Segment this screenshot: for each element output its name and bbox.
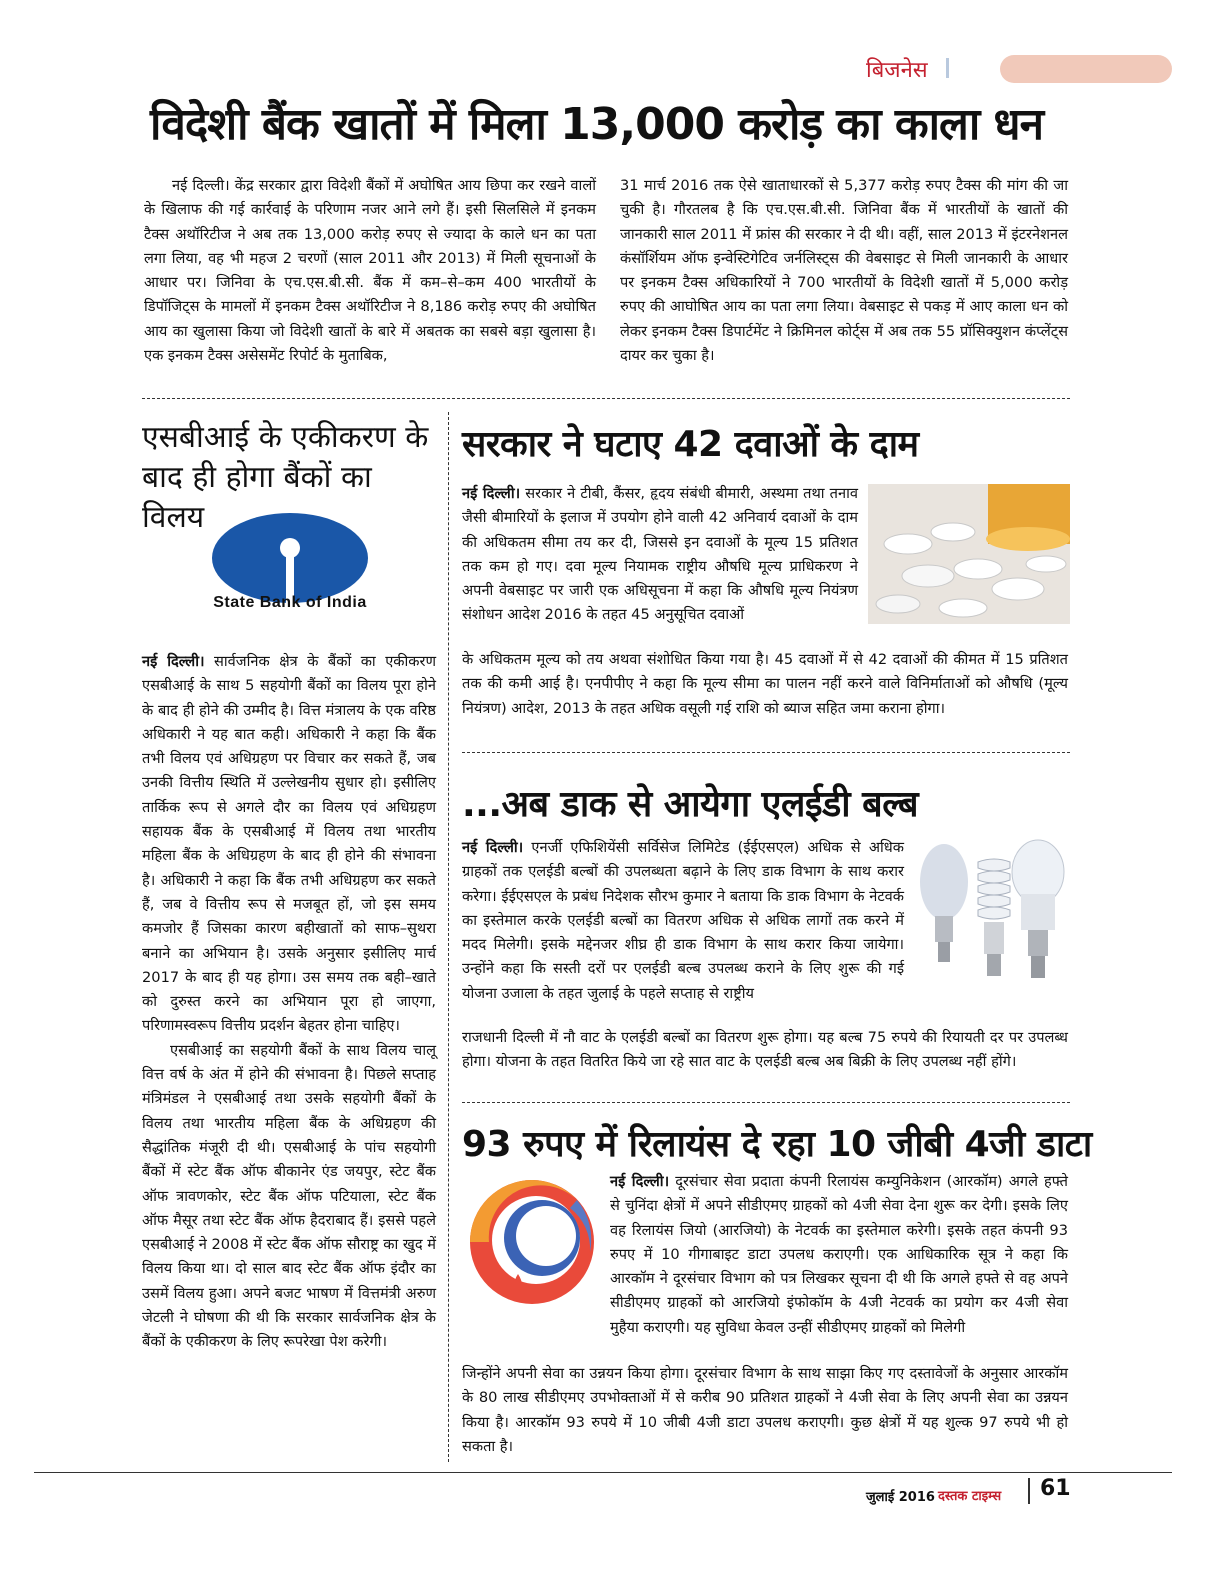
lead-divider	[142, 398, 1070, 399]
drugs-headline: सरकार ने घटाए 42 दवाओं के दाम	[462, 424, 919, 465]
page-number: 61	[1040, 1476, 1071, 1501]
footer-date: जुलाई 2016	[866, 1490, 935, 1505]
column-divider	[448, 412, 449, 1462]
section-label: बिजनेस	[866, 58, 928, 83]
drugs-text-bottom: के अधिकतम मूल्य को तय अथवा संशोधित किया गया है। 45 दवाओं में से 42 दवाओं की कीमत में 15 प्रतिशत तक की कमी आई है। एनपीपीए ने कहा कि मूल्य सीमा का पालन नहीं करने वाले विनिर्माताओं को औषधि (मूल्य नियंत्रण) आदेश, 2013 के तहत अधिक वसूली गई राशि को ब्याज सहित जमा कराना होगा।	[462, 651, 1068, 717]
led-headline: ...अब डाक से आयेगा एलईडी बल्ब	[462, 784, 919, 825]
reliance-text-bottom: जिन्होंने अपनी सेवा का उन्नयन किया होगा। दूरसंचार विभाग के साथ साझा किए गए दस्तावेजों के अनुसार आरकॉम के 80 लाख सीडीएमए उपभोक्ताओं में से करीब 90 प्रतिशत ग्राहकों ने 4जी सेवा के लिए अपनी सेवा का उन्नयन किया है। आरकॉम 93 रुपये में 10 जीबी 4जी डाटा उपलध कराएगी। कुछ क्षेत्रों में यह शुल्क 97 रुपये भी हो सकता है।	[462, 1365, 1068, 1455]
led-text-top: एनर्जी एफिशियेंसी सर्विसेज लिमिटेड (ईईएसएल) अधिक से अधिक ग्राहकों तक एलईडी बल्बों की उपलब्धता बढ़ाने के लिए डाक विभाग के साथ करार करेगा। ईईएसएल के प्रबंध निदेशक सौरभ कुमार ने बताया कि डाक विभाग के नेटवर्क का इस्तेमाल करके एलईडी बल्बों का वितरण अधिक से अधिक लागों तक करने में मदद मिलेगी। इसके मद्देनजर शीघ्र ही डाक विभाग के साथ करार किया जायेगा। उन्होंने कहा कि सस्ती दरों पर एलईडी बल्ब उपलब्ध कराने के लिए शुरू की गई योजना उजाला के तहत जुलाई के पहले सप्ताह से राष्ट्रीय	[462, 839, 904, 1002]
drugs-dateline: नई दिल्ली।	[462, 485, 521, 502]
drugs-body-bottom	[462, 648, 1068, 721]
section-pill-decoration	[1000, 55, 1172, 83]
footer-rule	[34, 1472, 1172, 1473]
drugs-body-top	[462, 482, 858, 628]
reliance-text-top: दूरसंचार सेवा प्रदाता कंपनी रिलायंस कम्युनिकेशन (आरकॉम) अगले हफ्ते से चुनिंदा क्षेत्रों में अपने सीडीएमए ग्राहकों को 4जी सेवा देना शुरू कर देगी। इसके लिए वह रिलायंस जियो (आरजियो) के नेटवर्क का इस्तेमाल करेगी। इसके तहत कंपनी 93 रुपए में 10 गीगाबाइट डाटा उपलध कराएगी। एक आधिकारिक सूत्र ने कहा कि आरकॉम ने दूरसंचार विभाग को पत्र लिखकर सूचना दी थी कि अगले हफ्ते से वह अपने सीडीएमए ग्राहकों को आरजियो इंफोकॉम के 4जी नेटवर्क का प्रयोग कर 4जी सेवा मुहैया कराएगी। यह सुविधा केवल उन्हीं सीडीएमए ग्राहकों को मिलेगी	[610, 1173, 1068, 1336]
led-bulbs-photo	[914, 834, 1070, 1000]
sbi-dateline: नई दिल्ली।	[142, 653, 205, 670]
reliance-logo	[466, 1172, 598, 1312]
reliance-dateline: नई दिल्ली।	[610, 1173, 670, 1190]
sbi-body	[142, 650, 436, 1355]
led-divider	[462, 1102, 1070, 1103]
lead-col1-text: नई दिल्ली। केंद्र सरकार द्वारा विदेशी बैंकों में अघोषित आय छिपा कर रखने वालों के खिलाफ की गई कार्रवाई के परिणाम नजर आने लगे हैं। इसी सिलसिले में इनकम टैक्स अथॉरिटीज ने अब तक 13,000 करोड़ रुपए से ज्यादा के काले धन का पता लगा लिया, वह भी महज 2 चरणों (साल 2011 और 2013) में मिली सूचनाओं के आधार पर। जिनिवा के एच.एस.बी.सी. बैंक में कम–से–कम 400 भारतीयों के डिपॉजिट्स के मामलों में इनकम टैक्स अथॉरिटीज ने 8,186 करोड़ रुपए की अघोषित आय का खुलासा किया जो विदेशी खातों के बारे में अबतक का सबसे बड़ा खुलासा है। एक इनकम टैक्स असेसमेंट रिपोर्ट के मुताबिक,	[144, 177, 596, 365]
footer-separator	[1028, 1478, 1030, 1504]
lead-col2-text: 31 मार्च 2016 तक ऐसे खाताधारकों से 5,377 करोड़ रुपए टैक्स की मांग की जा चुकी है। गौरतलब है कि एच.एस.बी.सी. जिनिवा बैंक में भारतीयों के खातों की जानकारी साल 2011 में फ्रांस की सरकार ने दी थी। वहीं, साल 2013 में इंटरनेशनल कंसॉर्शियम ऑफ इन्वेस्टिगेटिव जर्नलिस्ट्स की वेबसाइट से मिली जानकारी के आधार पर इनकम टैक्स अधिकारियों ने 700 भारतीयों के विदेशी खातों में 5,000 करोड़ रुपए की आघोषित आय का पता लगा लिया। वेबसाइट से पकड़ में आए काला धन को लेकर इनकम टैक्स डिपार्टमेंट ने क्रिमिनल कोर्ट्स में अब तक 55 प्रॉसिक्युशन कंप्लेंट्स दायर कर चुका है।	[620, 177, 1068, 365]
reliance-body-bottom	[462, 1362, 1068, 1459]
sbi-paragraph-1: सार्वजनिक क्षेत्र के बैंकों का एकीकरण एसबीआई के साथ 5 सहयोगी बैंकों का विलय पूरा होने के बाद ही होने की उम्मीद है। वित्त मंत्रालय के एक वरिष्ठ अधिकारी ने यह बात कही। अधिकारी ने कहा कि बैंक तभी विलय एवं अधिग्रहण पर विचार कर सकते हैं, जब उनकी वित्तीय स्थिति में उल्लेखनीय सुधार हो। इसीलिए तार्किक रूप से अगले दौर का विलय एवं अधिग्रहण सहायक बैंक के एसबीआई में विलय तथा भारतीय महिला बैंक के अधिग्रहण के बाद ही होने की संभावना है। अधिकारी ने कहा कि बैंक तभी अधिग्रहण कर सकते हैं, जब वे वित्तीय रूप से मजबूत हों, जो इस समय कमजोर हैं जिसका कारण बहीखातों को साफ–सुथरा बनाने का अभियान है। उसके अनुसार इसीलिए मार्च 2017 के बाद ही यह होगा। उस समय तक बही–खाते को दुरुस्त करने का अभियान पूरा हो जाएगा, परिणामस्वरूप वित्तीय प्रदर्शन बेहतर होना चाहिए।	[142, 653, 436, 1035]
pills-photo	[868, 484, 1070, 624]
sbi-headline: एसबीआई के एकीकरण के बाद ही होगा बैंकों का विलय	[142, 420, 429, 535]
reliance-body-top	[610, 1170, 1068, 1340]
footer-brand: दस्तक टाइम्स	[938, 1489, 1002, 1504]
sbi-paragraph-2: एसबीआई का सहयोगी बैंकों के साथ विलय चालू वित्त वर्ष के अंत में होने की संभावना है। पिछले सप्ताह मंत्रिमंडल ने एसबीआई तथा उसके सहयोगी बैंकों के विलय तथा भारतीय महिला बैंक के अधिग्रहण की सैद्धांतिक मंजूरी दी थी। एसबीआई के पांच सहयोगी बैंकों में स्टेट बैंक ऑफ बीकानेर एंड जयपुर, स्टेट बैंक ऑफ त्रावणकोर, स्टेट बैंक ऑफ पटियाला, स्टेट बैंक ऑफ मैसूर तथा स्टेट बैंक ऑफ हैदराबाद हैं। इससे पहले एसबीआई ने 2008 में स्टेट बैंक ऑफ सौराष्ट्र का खुद में विलय किया था। दो साल बाद स्टेट बैंक ऑफ इंदौर का उसमें विलय हुआ। अपने बजट भाषण में वित्तमंत्री अरुण जेटली ने घोषणा की थी कि सरकार सार्वजनिक क्षेत्र के बैंकों के एकीकरण के लिए रूपरेखा पेश करेगी।	[142, 1041, 436, 1351]
section-divider	[946, 58, 949, 78]
lead-column-1	[144, 174, 596, 368]
led-text-bottom: राजधानी दिल्ली में नौ वाट के एलईडी बल्बों का वितरण शुरू होगा। यह बल्ब 75 रुपये की रियायती दर पर उपलब्ध होगा। योजना के तहत वितरित किये जा रहे सात वाट के एलईडी बल्ब अब बिक्री के लिए उपलब्ध नहीं होंगे।	[462, 1029, 1068, 1071]
reliance-headline: 93 रुपए में रिलायंस दे रहा 10 जीबी 4जी डाटा	[462, 1124, 1092, 1165]
lead-headline: विदेशी बैंक खातों में मिला 13,000 करोड़ का काला धन	[150, 99, 1044, 150]
led-body-bottom	[462, 1026, 1068, 1075]
led-dateline: नई दिल्ली।	[462, 839, 524, 856]
lead-column-2	[620, 174, 1068, 368]
led-body-top	[462, 836, 904, 1006]
drugs-divider	[462, 752, 1070, 753]
sbi-logo-text: State Bank of India	[213, 594, 367, 611]
drugs-text-top: सरकार ने टीबी, कैंसर, हृदय संबंधी बीमारी, अस्थमा तथा तनाव जैसी बीमारियों के इलाज में उपयोग होने वाली 42 अनिवार्य दवाओं के दाम की अधिकतम सीमा तय कर दी, जिससे इन दवाओं के मूल्य 15 प्रतिशत तक कम हो गए। दवा मूल्य नियामक राष्ट्रीय औषधि मूल्य प्राधिकरण ने अपनी वेबसाइट पर जारी एक अधिसूचना में कहा कि औषधि मूल्य नियंत्रण संशोधन आदेश 2016 के तहत 45 अनुसूचित दवाओं	[462, 485, 858, 624]
